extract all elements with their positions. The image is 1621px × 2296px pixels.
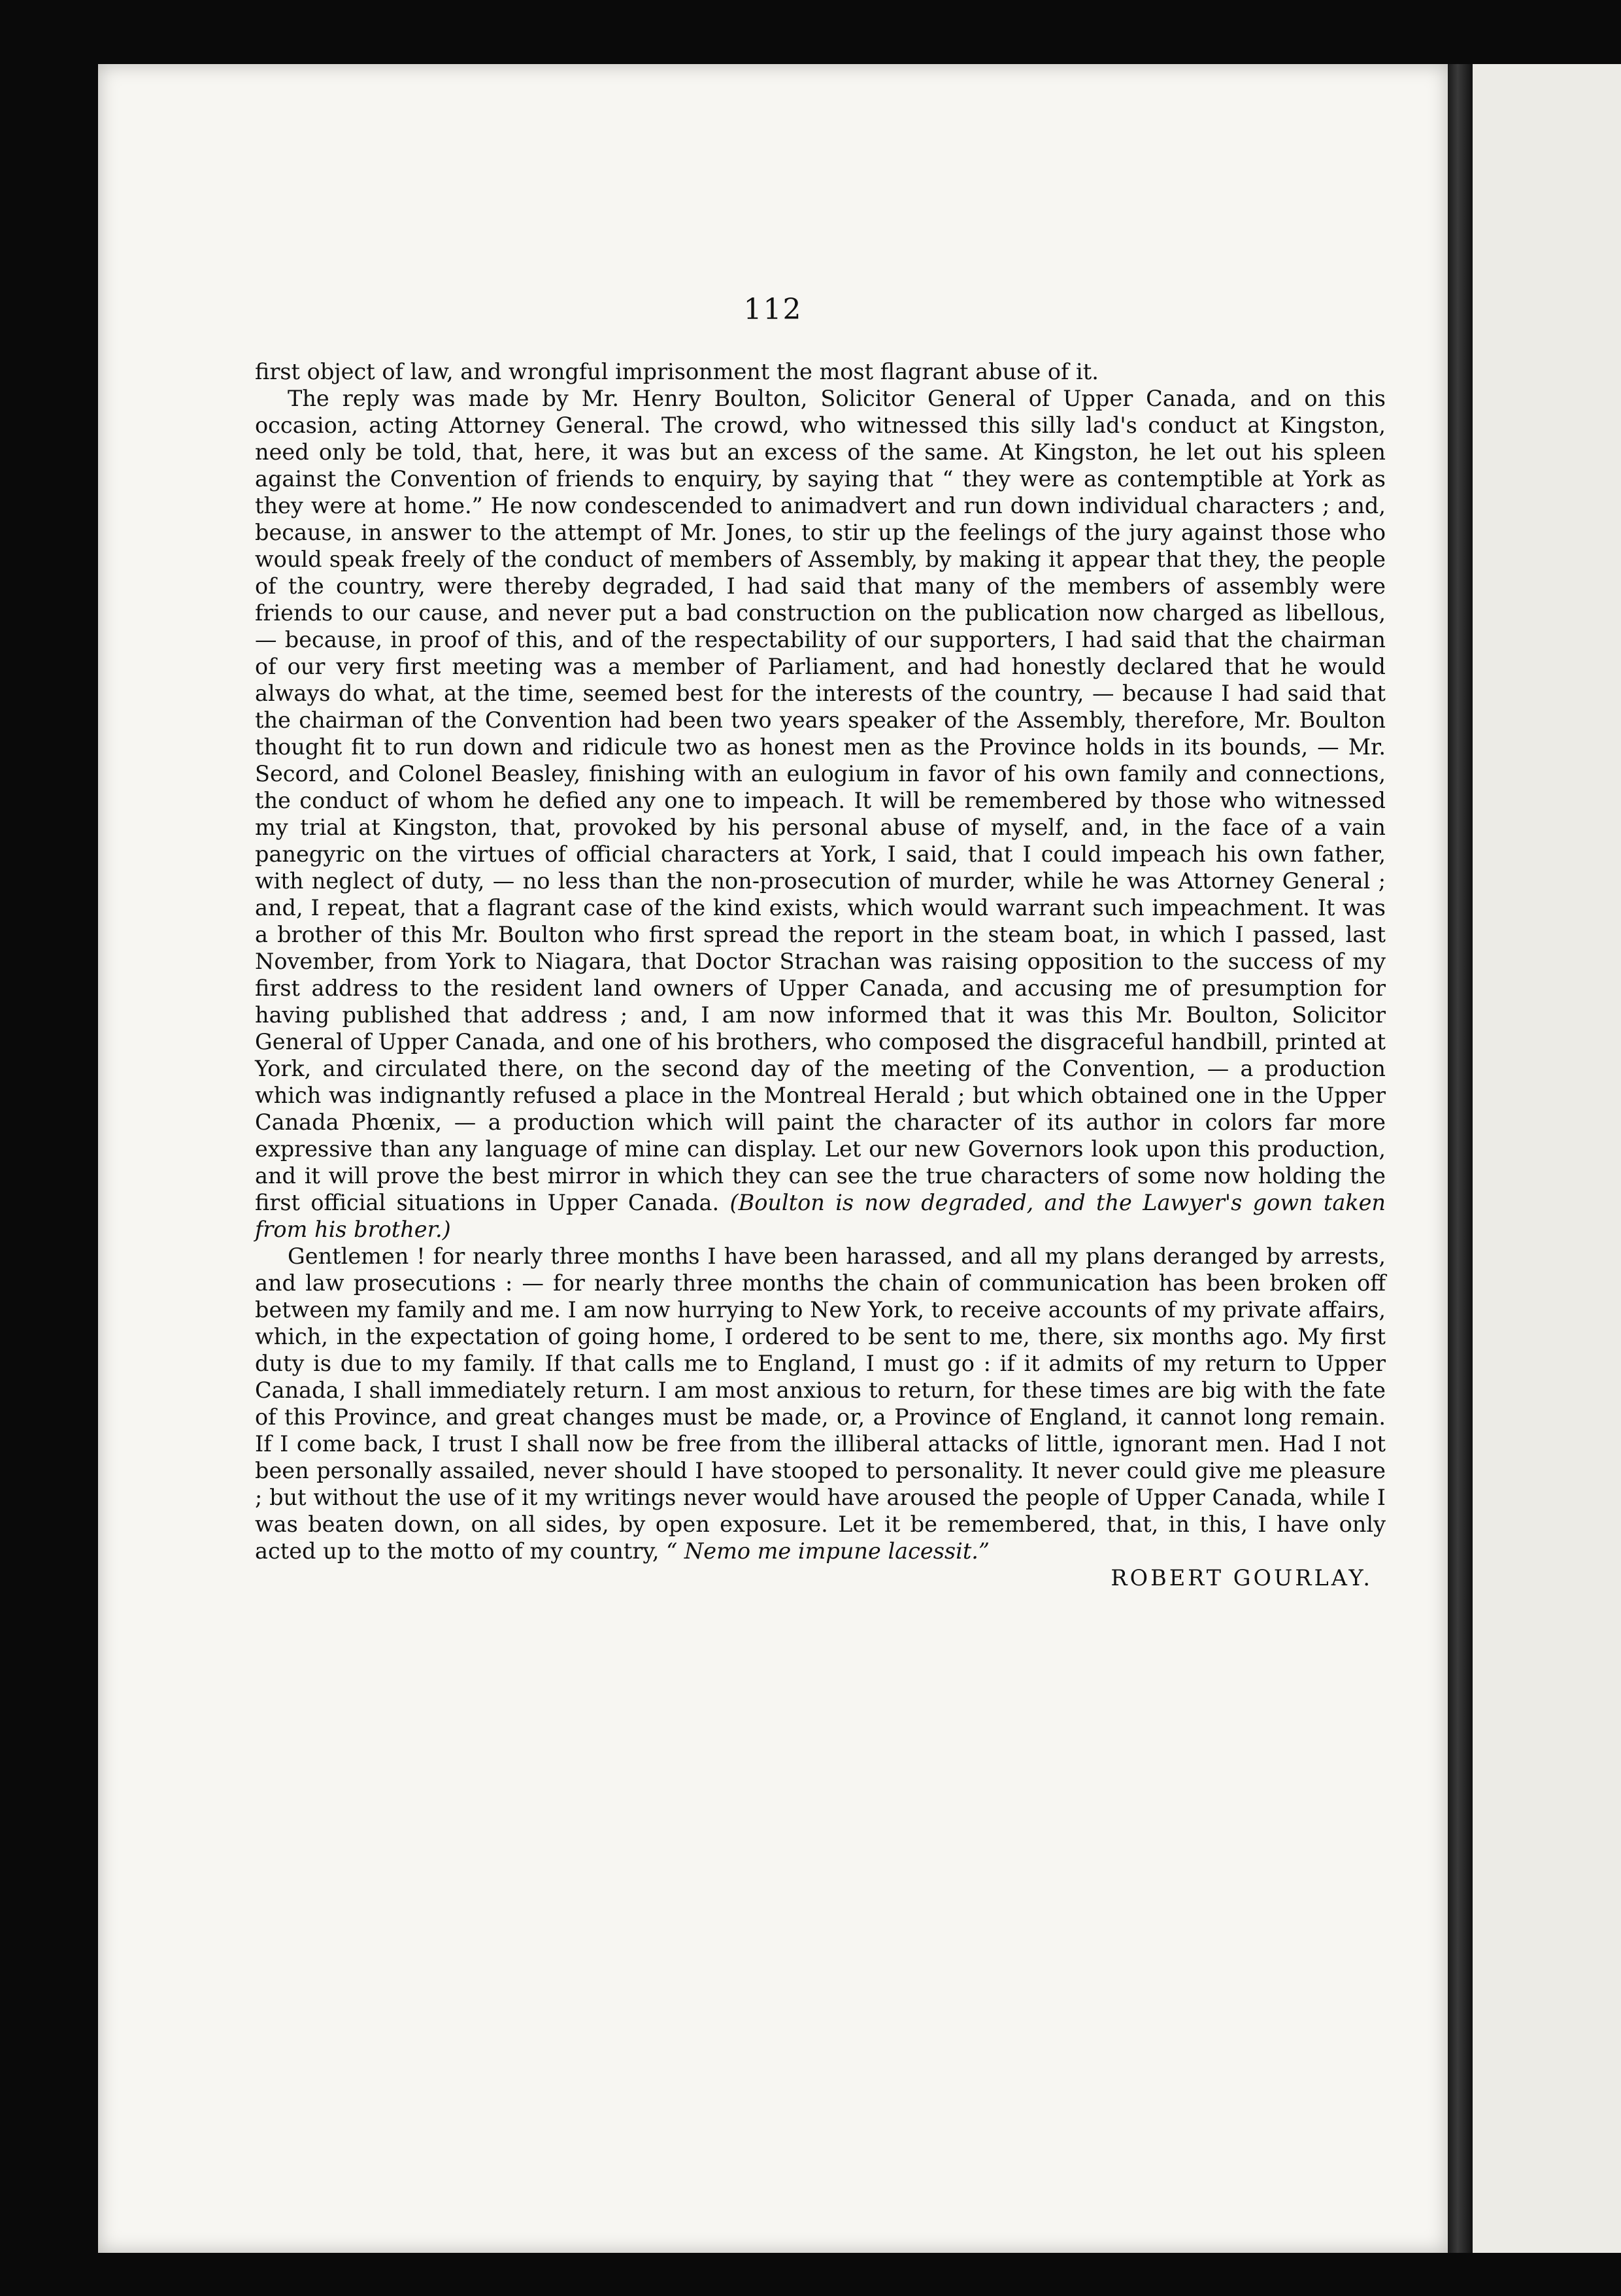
paragraph-continuation: first object of law, and wrongful imprisonment the most flagrant abuse of it.	[255, 359, 1099, 384]
motto: “ Nemo me impune lacessit.”	[666, 1538, 990, 1564]
paragraph-reply-italic-note: (Boulton is now degraded, and the Lawyer's gown taken from his brother.)	[255, 1190, 1386, 1242]
signature: ROBERT GOURLAY.	[1111, 1565, 1373, 1591]
book-page	[98, 64, 1448, 2253]
paragraph-gentlemen-text: Gentlemen ! for nearly three months I have been harassed, and all my plans deranged by arrests, and law prosecutions : — for nearly three months the chain of communication has been broken off between my family and me. I am now hurrying to New York, to receive accounts of my private affairs, which, in the expectation of going home, I ordered to be sent to me, there, six months ago. My first duty is due to my family. If that calls me to England, I must go : if it admits of my return to Upper Canada, I shall immediately return. I am most anxious to return, for these times are big with the fate of this Province, and great changes must be made, or, a Province of England, it cannot long remain. If I come back, I trust I shall now be free from the illiberal attacks of little, ignorant men. Had I not been personally assailed, never should I have stooped to personality. It never could give me pleasure ; but without the use of it my writings never would have aroused the people of Upper Canada, while I was beaten down, on all sides, by open exposure. Let it be remembered, that, in this, I have only acted up to the motto of my country,	[255, 1243, 1386, 1564]
paragraph-reply	[255, 385, 1386, 1243]
book-spine	[1448, 64, 1473, 2253]
paragraph-gentlemen	[255, 1243, 1386, 1564]
page-number: 112	[743, 293, 803, 326]
body-text	[255, 358, 1386, 1591]
paragraph-reply-text: The reply was made by Mr. Henry Boulton, Solicitor General of Upper Canada, and on this occasion, acting Attorney General. The crowd, who witnessed this silly lad's conduct at Kingston, need only be told, that, here, it was but an excess of the same. At Kingston, he let out his spleen against the Convention of friends to enquiry, by saying that “ they were as contemptible at York as they were at home.” He now condescended to animadvert and run down individual characters ; and, because, in answer to the attempt of Mr. Jones, to stir up the feelings of the jury against those who would speak freely of the conduct of members of Assembly, by making it appear that they, the people of the country, were thereby degraded, I had said that many of the members of assembly were friends to our cause, and never put a bad construction on the publication now charged as libellous, — because, in proof of this, and of the respectability of our supporters, I had said that the chairman of our very first meeting was a member of Parliament, and had honestly declared that he would always do what, at the time, seemed best for the interests of the country, — because I had said that the chairman of the Convention had been two years speaker of the Assembly, therefore, Mr. Boulton thought fit to run down and ridicule two as honest men as the Province holds in its bounds, — Mr. Secord, and Colonel Beasley, finishing with an eulogium in favor of his own family and connections, the conduct of whom he defied any one to impeach. It will be remembered by those who witnessed my trial at Kingston, that, provoked by his personal abuse of myself, and, in the face of a vain panegyric on the virtues of official characters at York, I said, that I could impeach his own father, with neglect of duty, — no less than the non-prosecution of murder, while he was Attorney General ; and, I repeat, that a flagrant case of the kind exists, which would warrant such impeachment. It was a brother of this Mr. Boulton who first spread the report in the steam boat, in which I passed, last November, from York to Niagara, that Doctor Strachan was raising opposition to the success of my first address to the resident land owners of Upper Canada, and accusing me of presumption for having published that address ; and, I am now informed that it was this Mr. Boulton, Solicitor General of Upper Canada, and one of his brothers, who composed the disgraceful handbill, printed at York, and circulated there, on the second day of the meeting of the Convention, — a production which was indignantly refused a place in the Montreal Herald ; but which obtained one in the Upper Canada Phœnix, — a production which will paint the character of its author in colors far more expressive than any language of mine can display. Let our new Governors look upon this production, and it will prove the best mirror in which they can see the true characters of some now holding the first official situations in Upper Canada.	[255, 386, 1386, 1215]
adjacent-page-edge	[1473, 64, 1621, 2253]
